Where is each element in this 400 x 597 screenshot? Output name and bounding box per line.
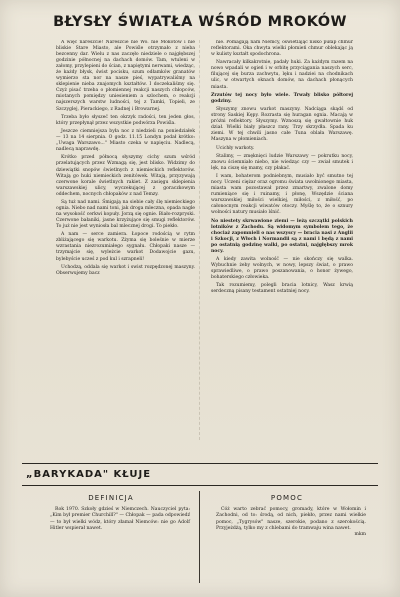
article-emphasis: Zrzutów tej nocy było wiele. Trwały blisko półtorej godziny. — [211, 92, 353, 104]
article-paragraph: Nawracały kilkakrotnie, padały huki. Za każdym razem na nowo wpadali w ogień i w orbitę przyciągania naszych serc, filującej się burza zachwytu, lęku i nadziei na chodnikach ulic, w otwartych oknach domów, na dachach płonących miasta. — [211, 60, 353, 90]
short-item-text: Cóż warto zebrać pomocy, gromady, które w Wołomin i Zachodni, od to: środą, od nich, piekło, przez nami wielkie pomoc, „Tygrysów" nasze, szerokie, podano z szerokością. Przyjeżdżą, tylko my z chlebami do tramwaju wina nawet. — [216, 507, 366, 531]
article-paragraph: Stalimy, — zmęknięci ludzie Warszawy — pokrutku nocy, znowu ściemniało niebo, nie wiedząc czy — zwiał smutek i lęk, na ciszę się mamy, czy płakać. — [211, 153, 353, 171]
article-paragraph: Tak rozumiemy, polegli bracia lotnicy, Wasz krwią serdeczną pisany testament ostatniej nocy. — [211, 283, 353, 295]
pomoc-text — [216, 507, 366, 538]
section-rule — [22, 485, 378, 486]
article-paragraph: I wam, bohaterom podniebnym, musiało być smutno tej nocy. Uczeni ciężar oraz ogromu świata uwolnionego miasta, miasta wam pozostawał przez zmartwy, zwalone domy rumieniące się i ruinamy, i płonę, Wszędzie ściana warszawskiej miłości wielkiej, miłości, z miłość, po całonocnym reakcji wiwatów otoczy. Myślę to, że o sznury wolności natury musiało lśnić. — [211, 174, 353, 216]
article-paragraph: Trzeba było słyszeć ten okrzyk radości, ten jeden głos, który przepłynął przez wszystkie podwórza Powiśla. — [56, 114, 195, 126]
author-signature: mkm — [354, 532, 366, 538]
article-paragraph: Ucichły warkoty. — [216, 145, 255, 151]
page-title: BŁYSŁY ŚWIATŁA WŚRÓD MROKÓW — [53, 14, 347, 30]
article-paragraph: A nam — serce zamiera. Łopoce rodością w rytm zbliżającego się warkotu. Zżyma się boleśnie w mierze wzrastania niezrozumiałego sygnału. Chłopaki nasze — trzymajcie się, wyleżcie warkot Dodawojcie gazu, bylebyście ucześ z pod kul i szrapneli! — [56, 232, 195, 262]
article-paragraph: Są tuż nad nami. Śmigają na siebie cały ślę niemieckiego ognia. Niebo nad nami toni, jak droga mleczna, opada nagle na wysokość cerkwi kopuły. Jorzą się ognie. Biało-rozpryski. Czerwone bałaniki, jasne krzyżujące się smugi reflektorów. To już nie jest wyniosła bal mlecznej drogi. To piekło. — [56, 199, 195, 230]
article-paragraph: Jeszcze ciemniejsza była noc z niedzieli na poniedziałek — 13 na 14 sierpnia. O godz. 11.15 Londyn podał krótko: „Uwaga Warszawo..." Miasto czeka w napięciu. Nadlecą, nadlecą naprawdę. — [56, 129, 195, 153]
short-item-text: Rok 1970. Szkoły gdzieś w Niemczech. Nauczyciel pyta: „Kim był premier Churchill?" — Chłopak — pada odpowiedź — to był wielki wódz, który złamał Niemców: nie go Adolf Hitler wspierał nawet. — [50, 507, 190, 531]
section-title: „BARYKADA" KŁUJE — [26, 469, 152, 480]
pomoc-heading: POMOC — [270, 494, 304, 502]
article-paragraph: A więc nareszcie! Nareszcie nie Wo. nie Mokotów i nie bliskie Stare Miasto, ale Powiśle otrzymało z nieba bezcenny dar. Wielu z nas zaczęło niedziele o najgłębszej godzinie północnej na dachach domów. Tam, wtuleni w załomy, przylepieni do ścian, z napiętymi nerwami, wiedząc, że każdy błysk, świst pocisku, szum odłamków granatów wymierzo sta nor na nasze pieś, wypatrywaliśmy na sklepienie nieba znajomych kształtów. I doczekaliśmy się. Czyż pisać trzeba o płomiennej reakcji naszych chłopców, miotanych pomiędzy uniesieniem a szlochem, o reakcji najszerszych warstw ludności, tej z Tamki, Topieli, ze Szczyglej, Pierackiego, z Radnej i Browarnej. — [56, 40, 195, 112]
definicja-heading: DEFINICJA — [88, 494, 134, 502]
article-paragraph: Krótko przed północą słyszymy cichy szum wśród przelatujących przez Wzmagą się, jest blisko. Widzimy do dziewiątki snopów świetlnych z niemieckich reflektorów. Witają go huki niemieckich zenitówek. Witają, przyzywają czerwone korale świetlnych rakiet. Z zasięgu sklepienia warszawskiej ulicy, wyczekującej z goraczkowym oddechem, nocnych chłopaków z nad Temzy. — [56, 155, 195, 197]
article-paragraph: nie. Pomagają nam Niemcy, oświetlając nisko pułap chmur reflektorami. Oka chwyta wielki płomień chmur oblekając ją w kulisty kształt spodochrona. — [211, 40, 353, 58]
article-paragraph: Słyszymy znowu warkot maszyny. Nadciąga skądś od strony Saskiej Kępy. Rozrasta się huragan ognia. Macają w próżni reflektory. Słyszymy. Wznoszą się gwałtownie huk dział. Wielki biały płaszcz rany. Trzy skrzydła. Spada ku ziemi. W tej chwili jasno całe Tuna oblała Warszawę. Maszyna w płomieniach. — [211, 107, 353, 143]
article-paragraph: Uchodzą, oddala się warkot i swist rozpędzonej maszyny. Obserwujemy bacz — [56, 264, 195, 276]
column-divider — [199, 491, 200, 583]
section-rule — [22, 463, 378, 464]
definicja-text — [50, 507, 190, 532]
article-column-right — [211, 40, 353, 440]
article-paragraph: A kiedy zawita wolność — nie skończy się walka. Wybuchnie żeby wolnych, w nowy, lepszy świat, o prawo sprawiedliwe, o prawo poszanowania, o honor żywego, bohaterskiego człowieka. — [211, 257, 353, 281]
article-emphasis: No niestety skrwawione ziemi — leżą szczątki polskich lotników z Zachodu. Są widomym symbolem tego, że chociaż zapomnieli o nas wszyscy — bracia nasi z Anglii i Szkocji, z Włoch i Normandii są z nami i będą z nami po ostatnią godzinę walki, po ostatni, najgłębszy mrok nocy. — [211, 218, 353, 254]
column-divider — [199, 40, 200, 440]
article-column-left — [56, 40, 195, 440]
